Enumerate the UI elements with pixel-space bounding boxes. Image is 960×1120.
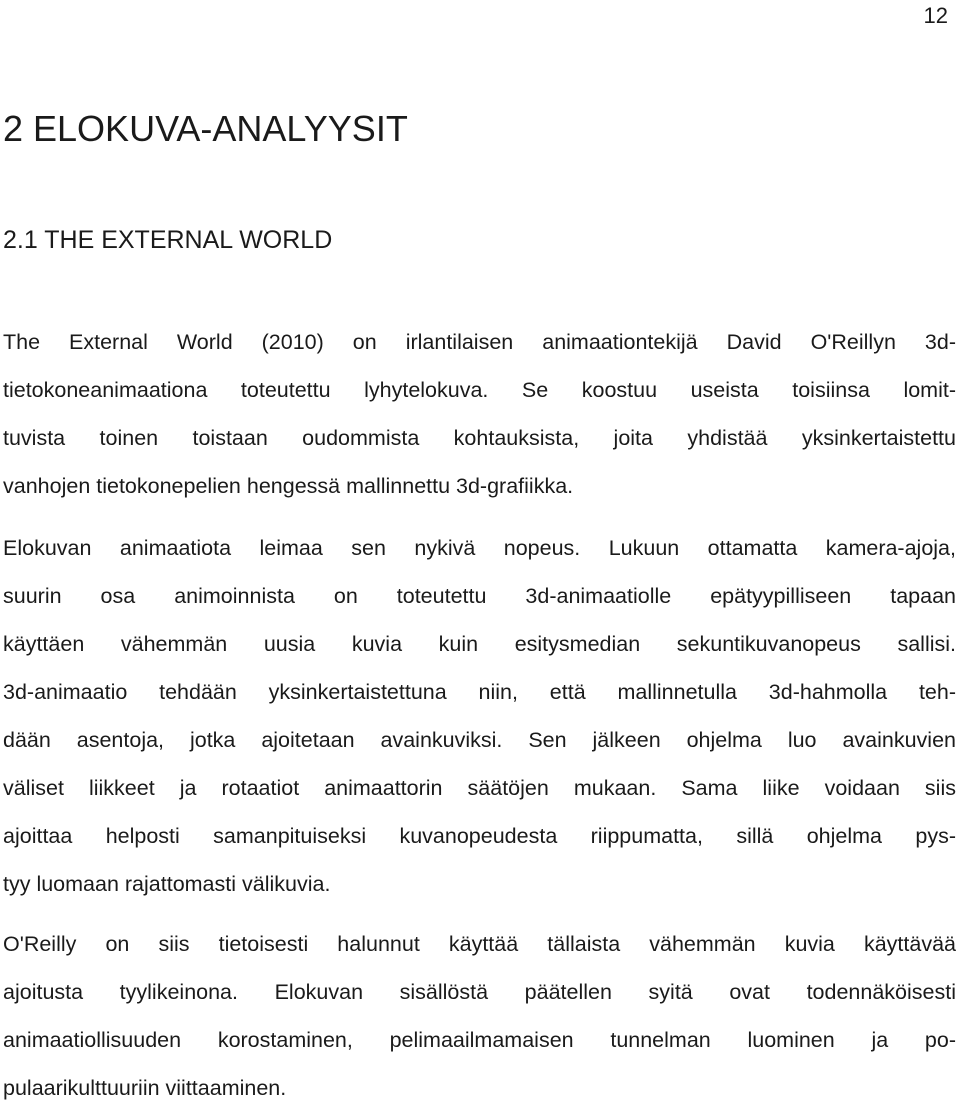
paragraph-line: Elokuvan animaatiota leimaa sen nykivä nopeus. Lukuun ottamatta kamera-ajoja, — [3, 536, 956, 560]
paragraph-line: käyttäen vähemmän uusia kuvia kuin esitysmedian sekuntikuvanopeus sallisi. — [3, 632, 956, 656]
chapter-heading: 2 ELOKUVA-ANALYYSIT — [3, 108, 408, 149]
paragraph-line: ajoitusta tyylikeinona. Elokuvan sisällöstä päätellen syitä ovat todennäköisesti — [3, 980, 956, 1004]
paragraph-1 — [3, 326, 956, 518]
paragraph-3 — [3, 928, 956, 1120]
section-heading: 2.1 THE EXTERNAL WORLD — [3, 226, 333, 254]
paragraph-line: tuvista toinen toistaan oudommista kohtauksista, joita yhdistää yksinkertaistettu — [3, 426, 956, 450]
paragraph-line: animaatiollisuuden korostaminen, pelimaailmamaisen tunnelman luominen ja po- — [3, 1028, 956, 1052]
paragraph-line: pulaarikulttuuriin viittaaminen. — [3, 1076, 287, 1100]
paragraph-line: väliset liikkeet ja rotaatiot animaattorin säätöjen mukaan. Sama liike voidaan siis — [3, 776, 956, 800]
paragraph-2 — [3, 532, 956, 916]
paragraph-line: dään asentoja, jotka ajoitetaan avainkuviksi. Sen jälkeen ohjelma luo avainkuvien — [3, 728, 956, 752]
paragraph-line: 3d-animaatio tehdään yksinkertaistettuna niin, että mallinnetulla 3d-hahmolla teh- — [3, 680, 956, 704]
paragraph-line: tyy luomaan rajattomasti välikuvia. — [3, 872, 331, 896]
paragraph-line: tietokoneanimaationa toteutettu lyhytelokuva. Se koostuu useista toisiinsa lomit- — [3, 378, 956, 402]
page-number: 12 — [923, 3, 948, 28]
paragraph-line: suurin osa animoinnista on toteutettu 3d-animaatiolle epätyypilliseen tapaan — [3, 584, 956, 608]
paragraph-line: ajoittaa helposti samanpituiseksi kuvanopeudesta riippumatta, sillä ohjelma pys- — [3, 824, 956, 848]
paragraph-line: O'Reilly on siis tietoisesti halunnut käyttää tällaista vähemmän kuvia käyttävää — [3, 932, 956, 956]
paragraph-line: The External World (2010) on irlantilaisen animaationtekijä David O'Reillyn 3d- — [3, 330, 956, 354]
paragraph-line: vanhojen tietokonepelien hengessä mallinnettu 3d-grafiikka. — [3, 474, 574, 498]
